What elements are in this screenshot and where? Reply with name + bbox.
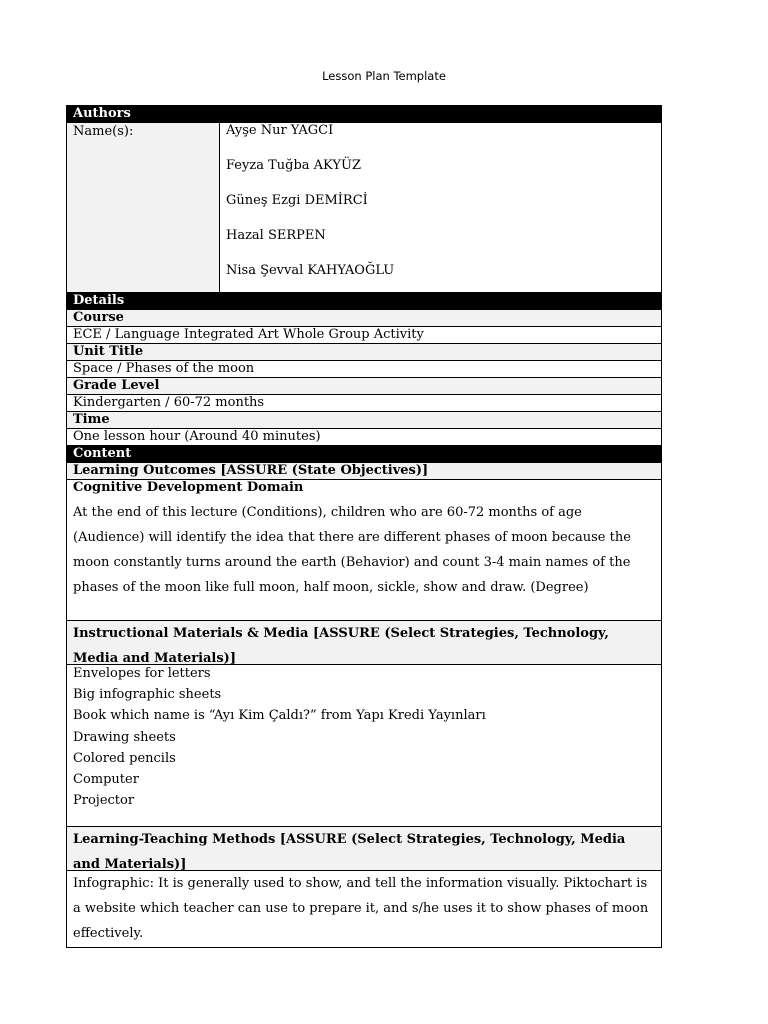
authors-row xyxy=(67,123,661,293)
unit-title-value: Space / Phases of the moon xyxy=(67,361,661,378)
author-name: Güneş Ezgi DEMİRCİ xyxy=(226,193,368,208)
author-name: Feyza Tuğba AKYÜZ xyxy=(226,158,361,173)
learning-outcomes-label: Learning Outcomes [ASSURE (State Objectives)] xyxy=(67,463,661,480)
material-item: Projector xyxy=(73,793,135,809)
material-item: Big infographic sheets xyxy=(73,687,222,703)
lesson-plan-table xyxy=(66,105,662,948)
course-label: Course xyxy=(67,310,661,327)
material-item: Book which name is “Ayı Kim Çaldı?” from Yapı Kredi Yayınları xyxy=(73,708,486,724)
instructional-materials-label: Instructional Materials & Media [ASSURE (Select Strategies, Technology, Media and Materials)] xyxy=(67,621,661,665)
material-item: Drawing sheets xyxy=(73,729,176,745)
content-header: Content xyxy=(67,446,661,463)
materials-list xyxy=(67,661,661,827)
course-value: ECE / Language Integrated Art Whole Group Activity xyxy=(67,327,661,344)
authors-header: Authors xyxy=(67,106,661,123)
author-name: Ayşe Nur YAĞCI xyxy=(226,123,334,138)
grade-level-value: Kindergarten / 60-72 months xyxy=(67,395,661,412)
author-name: Hazal SERPEN xyxy=(226,228,326,243)
time-label: Time xyxy=(67,412,661,429)
authors-names xyxy=(220,123,661,292)
cognitive-domain-cell xyxy=(67,480,661,621)
document-title: Lesson Plan Template xyxy=(322,69,446,83)
teaching-methods-text: Infographic: It is generally used to show, and tell the information visually. Piktochart is a website which teacher can use to prepare it, and s/he uses it to show phases of moon effectively. xyxy=(73,876,649,941)
details-header: Details xyxy=(67,293,661,310)
material-item: Envelopes for letters xyxy=(73,666,211,681)
cognitive-domain-title: Cognitive Development Domain xyxy=(73,480,304,495)
author-name: Nisa Şevval KAHYAOĞLU xyxy=(226,263,395,278)
unit-title-label: Unit Title xyxy=(67,344,661,361)
material-item: Computer xyxy=(73,771,139,787)
authors-label: Name(s): xyxy=(67,123,220,292)
teaching-methods-label: Learning-Teaching Methods [ASSURE (Select Strategies, Technology, Media and Materials)] xyxy=(67,827,661,871)
cognitive-domain-text: At the end of this lecture (Conditions), children who are 60-72 months of age (Audience) will identify the idea that there are different phases of moon because the moon constantly turns around the earth (Behavior) and count 3-4 main names of the phases of the moon like full moon, half moon, sickle, show and draw. (Degree) xyxy=(73,505,631,595)
material-item: Colored pencils xyxy=(73,750,176,766)
grade-level-label: Grade Level xyxy=(67,378,661,395)
time-value: One lesson hour (Around 40 minutes) xyxy=(67,429,661,446)
